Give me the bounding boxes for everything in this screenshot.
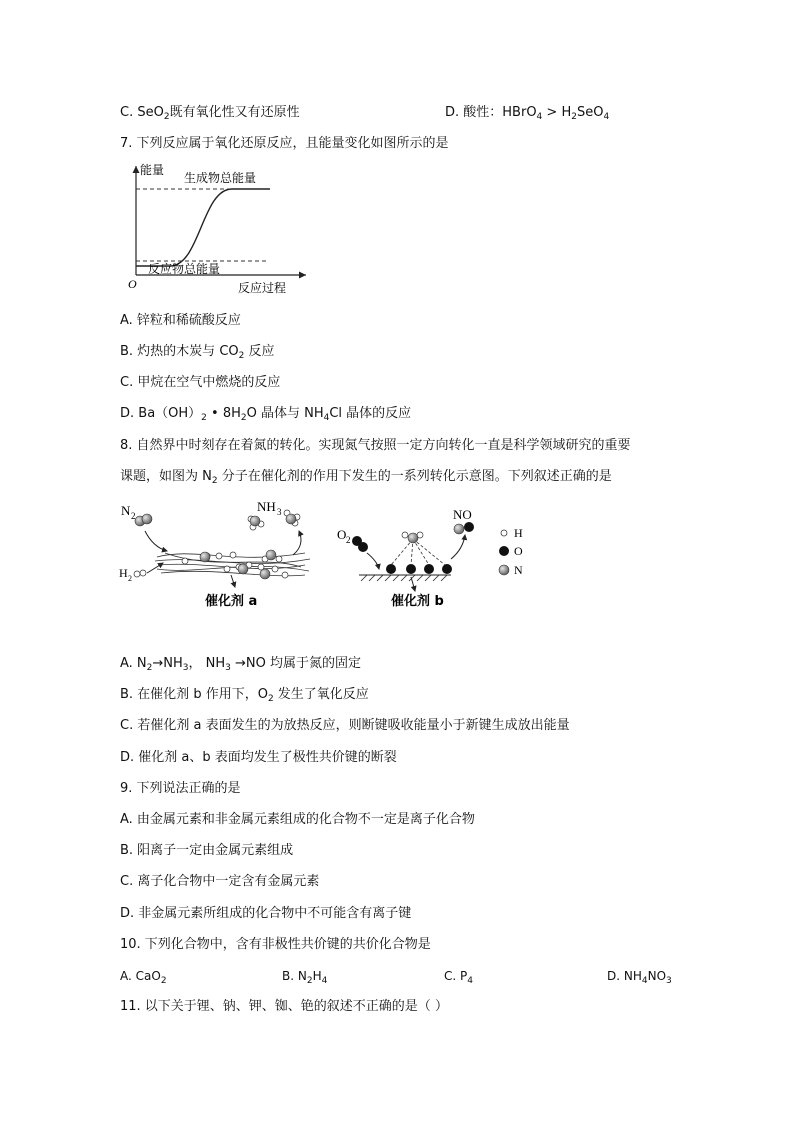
o2-sub: 2 — [346, 535, 351, 545]
legend-o: O — [514, 544, 523, 558]
h2-sub: 2 — [128, 574, 132, 583]
no-label: NO — [453, 507, 472, 522]
q10-option-c: C. $P_4$ — [444, 969, 473, 986]
q8-stem-line2: 课题，如图为 $N_2$ 分子在催化剂的作用下发生的一系列转化示意图。下列叙述正确的是 — [120, 469, 612, 486]
legend-n: N — [514, 563, 523, 577]
q7-option-a: A. 锌粒和稀硫酸反应 — [120, 313, 241, 328]
q11-stem: 11. 以下关于锂、钠、钾、铷、铯的叙述不正确的是（ ） — [120, 999, 448, 1014]
q9-option-d: D. 非金属元素所组成的化合物中不可能含有离子键 — [120, 906, 412, 921]
o2-label: O — [337, 527, 347, 542]
q7-xlabel: 反应过程 — [238, 281, 287, 295]
q8-option-a: A. $N_2\to NH_3$， $NH_3 \to NO$ 均属于氮的固定 — [120, 656, 362, 673]
n2-sub: 2 — [131, 511, 136, 521]
legend-h: H — [514, 526, 523, 540]
q7-option-d: D. $Ba(OH)_2$ • $8H_2O$ 晶体与 $NH_4Cl$ 晶体的反应 — [120, 406, 412, 423]
q7-bottom-label: 反应物总能量 — [148, 262, 221, 276]
q9-option-b: B. 阳离子一定由金属元素组成 — [120, 843, 294, 858]
nh3-label: NH — [257, 499, 276, 514]
q10-option-a: A. CaO$_2$ — [120, 969, 167, 986]
q8-option-c: C. 若催化剂 a 表面发生的为放热反应，则断键吸收能量小于新键生成放出能量 — [120, 718, 570, 733]
q8-stem-line1: 8. 自然界中时刻存在着氮的转化。实现氮气按照一定方向转化一直是科学领域研究的重要 — [120, 438, 631, 453]
q9-option-a: A. 由金属元素和非金属元素组成的化合物不一定是离子化合物 — [120, 812, 475, 827]
catalyst-a-panel — [119, 499, 310, 609]
q6-option-c: C. SeO$_2$既有氧化性又有还原性 — [120, 105, 300, 122]
q8-catalyst-diagram — [115, 495, 535, 615]
q7-stem: 7. 下列反应属于氧化还原反应，且能量变化如图所示的是 — [120, 136, 449, 151]
q10-option-d: D. $NH_4NO_3$ — [607, 969, 672, 986]
q7-origin: O — [128, 277, 137, 291]
q10-stem: 10. 下列化合物中，含有非极性共价键的共价化合物是 — [120, 937, 431, 952]
atom-legend — [499, 526, 523, 577]
catalyst-b-panel — [337, 507, 474, 609]
n2-label: N — [121, 503, 131, 518]
catalyst-b-label: 催化剂 b — [391, 594, 444, 609]
q8-option-d: D. 催化剂 a、b 表面均发生了极性共价键的断裂 — [120, 750, 397, 765]
q8-option-b: B. 在催化剂 b 作用下，$O_2$ 发生了氧化反应 — [120, 687, 369, 704]
q7-option-b: B. 灼热的木炭与 $CO_2$ 反应 — [120, 344, 275, 361]
h2-label: H — [119, 566, 128, 580]
q9-option-c: C. 离子化合物中一定含有金属元素 — [120, 874, 320, 889]
q7-ylabel: 能量 — [140, 163, 165, 177]
q9-stem: 9. 下列说法正确的是 — [120, 781, 241, 796]
nh3-sub: 3 — [277, 507, 282, 517]
q7-energy-diagram — [120, 160, 310, 300]
q10-option-b: B. $N_2H_4$ — [282, 969, 328, 986]
q7-option-c: C. 甲烷在空气中燃烧的反应 — [120, 375, 281, 390]
catalyst-a-label: 催化剂 a — [205, 594, 258, 609]
q6-option-d: D. 酸性：HBrO$_4$ > $H_2SeO_4$ — [445, 105, 610, 122]
q7-top-label: 生成物总能量 — [184, 171, 257, 185]
